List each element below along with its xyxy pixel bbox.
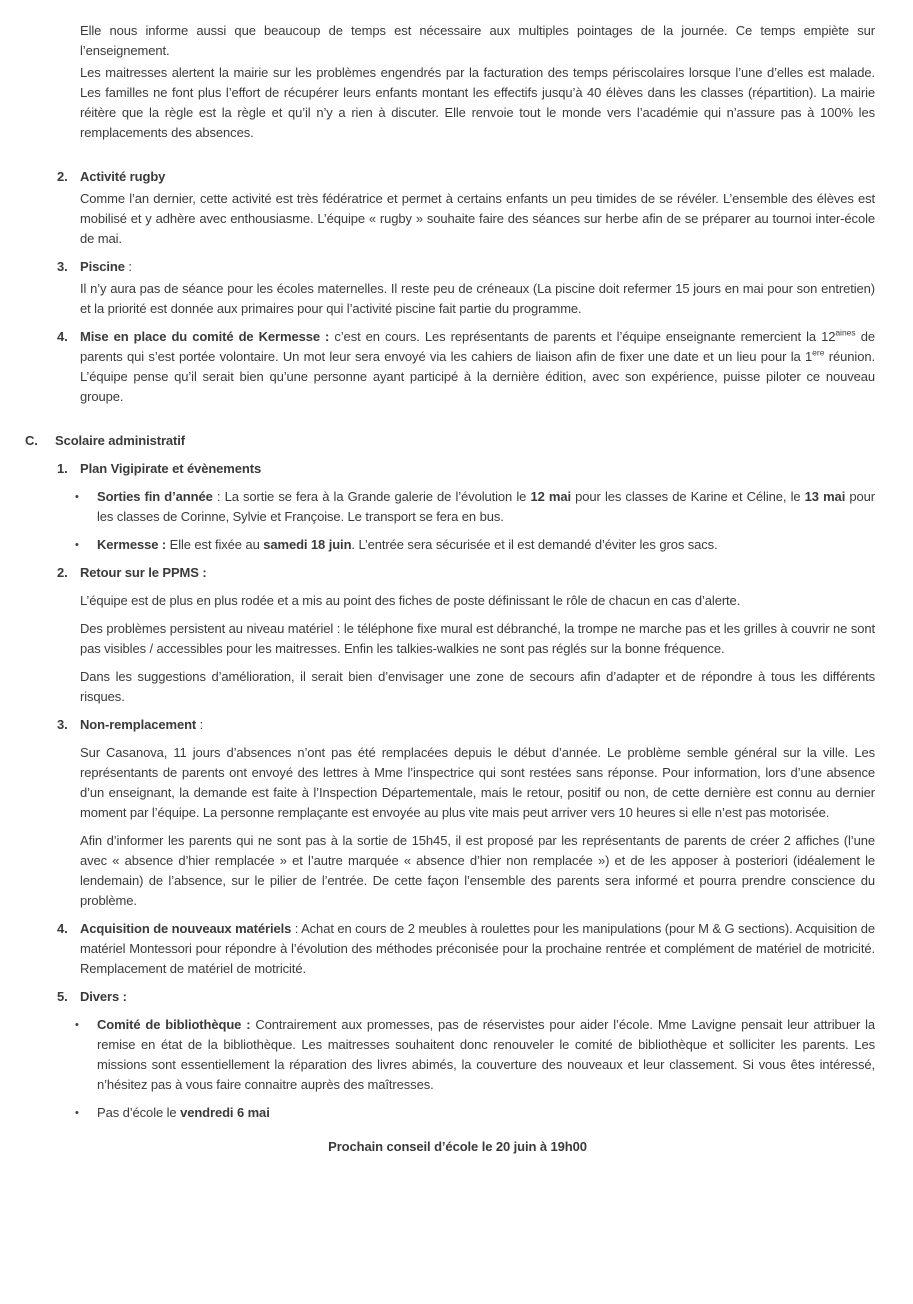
numbered-item [57,257,875,277]
lettered-item [25,431,875,451]
paragraph [80,743,875,823]
text-content: Kermesse : Elle est fixée au samedi 18 juin. L’entrée sera sécurisée et il est demandé d’éviter les gros sacs. [97,537,718,552]
numbered-item [57,167,875,187]
paragraph [80,619,875,659]
text-content: Mise en place du comité de Kermesse : c’est en cours. Les représentants de parents et l’équipe enseignante remercient la $12^{aines}$ de parents qui s’est portée volontaire. Un mot leur sera envoyé via les cahiers de liaison afin de fixer une date et un lieu pour la 1ere réunion. L’équipe pense qu’il serait bien qu’une personne ayant participé à la dernière édition, avec son expérience, puisse piloter ce nouveau groupe. [80,327,875,404]
number-marker: 2. [57,169,68,184]
text-content: Pas d’école le vendredi 6 mai [97,1105,270,1120]
text-content: Divers : [80,989,127,1004]
paragraph [80,831,875,911]
paragraph [80,63,875,143]
text-content: Non-remplacement : [80,717,204,732]
number-marker: 5. [57,989,68,1004]
bullet-item [75,1015,875,1095]
paragraph [80,189,875,249]
numbered-item [57,563,875,583]
text-content: Dans les suggestions d’amélioration, il serait bien d’envisager une zone de secours afin d’adapter et de répondre à tous les différents risques. [80,669,875,704]
paragraph [80,591,875,611]
number-marker: 1. [57,461,68,476]
bullet-icon: • [75,539,79,551]
text-content: Plan Vigipirate et évènements [80,461,262,476]
numbered-item [57,715,875,735]
bullet-icon: • [75,1107,79,1119]
text-content: Elle nous informe aussi que beaucoup de temps est nécessaire aux multiples pointages de la journée. Ce temps empiète sur l’enseignement. [80,23,875,58]
text-content: Scolaire administratif [55,433,186,448]
paragraph [80,279,875,319]
text-content: Sur Casanova, 11 jours d’absences n’ont pas été remplacées depuis le début d’année. Le problème semble général sur la ville. Les représentants de parents ont envoyé des lettres à Mme l’inspectrice qui sont restées sans réponse. Pour information, lors d’une absence d’un enseignant, la demande est faite à l’Inspection Départementale, mais le retour, positif ou non, de cette dernière est connu au dernier moment par l’équipe. La personne remplaçante est envoyée au plus vite mais peut arriver vers 10 heures si elle n’est pas motorisée. [80,745,875,820]
bullet-icon: • [75,1019,79,1031]
text-content: Afin d’informer les parents qui ne sont pas à la sortie de 15h45, il est proposé par les représentants de parents de créer 2 affiches (l’une avec « absence d’hier remplacée » et l’autre marquée « absence d’hier non remplacée ») et de les apposer à posteriori (idéalement le lendemain) de l’absence, sur le pilier de l’entrée. De cette façon l’ensemble des parents sera informé et pourra prendre conscience du problème. [80,833,875,908]
text-content: Piscine : [80,259,132,274]
text-content: Sorties fin d’année : La sortie se fera à la Grande galerie de l’évolution le 12 mai pour les classes de Karine et Céline, le 13 mai pour les classes de Corinne, Sylvie et Françoise. Le transport se fera en bus. [97,489,875,524]
text-content: Comme l’an dernier, cette activité est très fédératrice et permet à certains enfants un peu timides de se révéler. L’ensemble des élèves est mobilisé et y adhère avec enthousiasme. L’équipe « rugby » souhaite faire des séances sur herbe afin de se préparer au tournoi inter-école de mai. [80,191,875,246]
letter-marker: C. [25,433,38,448]
text-content: Activité rugby [80,169,166,184]
text-content: Les maitresses alertent la mairie sur les problèmes engendrés par la facturation des temps périscolaires lorsque l’une d’elles est malade. Les familles ne font plus l’effort de récupérer leurs enfants montant les effectifs jusqu’à 40 élèves dans les classes (répartition). La mairie réitère que la règle est la règle et qu’il n’y a rien à discuter. Elle renvoie tout le monde vers l’académie qui n’assure pas à 100% les remplacements des absences. [80,65,875,140]
number-marker: 2. [57,565,68,580]
numbered-item [57,919,875,979]
number-marker: 3. [57,259,68,274]
text-content: L’équipe est de plus en plus rodée et a mis au point des fiches de poste définissant le rôle de chacun en cas d’alerte. [80,593,741,608]
text-content: Il n’y aura pas de séance pour les écoles maternelles. Il reste peu de créneaux (La piscine doit refermer 15 jours en mai pour son entretien) et la priorité est donnée aux primaires pour qui l’activité piscine fait partie du programme. [80,281,875,316]
paragraph [80,667,875,707]
text-content: Retour sur le PPMS : [80,565,207,580]
number-marker: 3. [57,717,68,732]
text-content: Prochain conseil d’école le 20 juin à 19h00 [328,1139,587,1154]
number-marker: 4. [57,921,68,936]
text-content: Des problèmes persistent au niveau matériel : le téléphone fixe mural est débranché, la trompe ne marche pas et les grilles à couvrir ne sont pas visibles / accessibles pour les maitresses. Enfin les talkies-walkies ne sont pas réglés sur la bonne fréquence. [80,621,875,656]
text-content: Comité de bibliothèque : Contrairement aux promesses, pas de réservistes pour aider l’école. Mme Lavigne pensait leur attribuer la remise en état de la bibliothèque. Les maitresses souhaitent donc renouveler le comité de bibliothèque et solliciter les parents. Les missions sont essentiellement la réparation des livres abimés, la couverture des nouveaux et leur classement. Si vous êtes intéressé, n’hésitez pas à vous faire connaitre auprès des maîtresses. [97,1017,876,1092]
number-marker: 4. [57,329,68,344]
text-content: Acquisition de nouveaux matériels : Achat en cours de 2 meubles à roulettes pour les manipulations (pour M & G sections). Acquisition de matériel Montessori pour répondre à l’évolution des méthodes préconisée pour la prochaine rentrée et complément de matériel de motricité. Remplacement de matériel de motricité. [80,921,875,976]
bullet-item [75,1103,875,1123]
bullet-item [75,535,875,555]
numbered-item [57,987,875,1007]
bullet-icon: • [75,491,79,503]
numbered-item [57,327,875,407]
footer-note [40,1137,875,1157]
paragraph [80,21,875,61]
bullet-item [75,487,875,527]
numbered-item [57,459,875,479]
